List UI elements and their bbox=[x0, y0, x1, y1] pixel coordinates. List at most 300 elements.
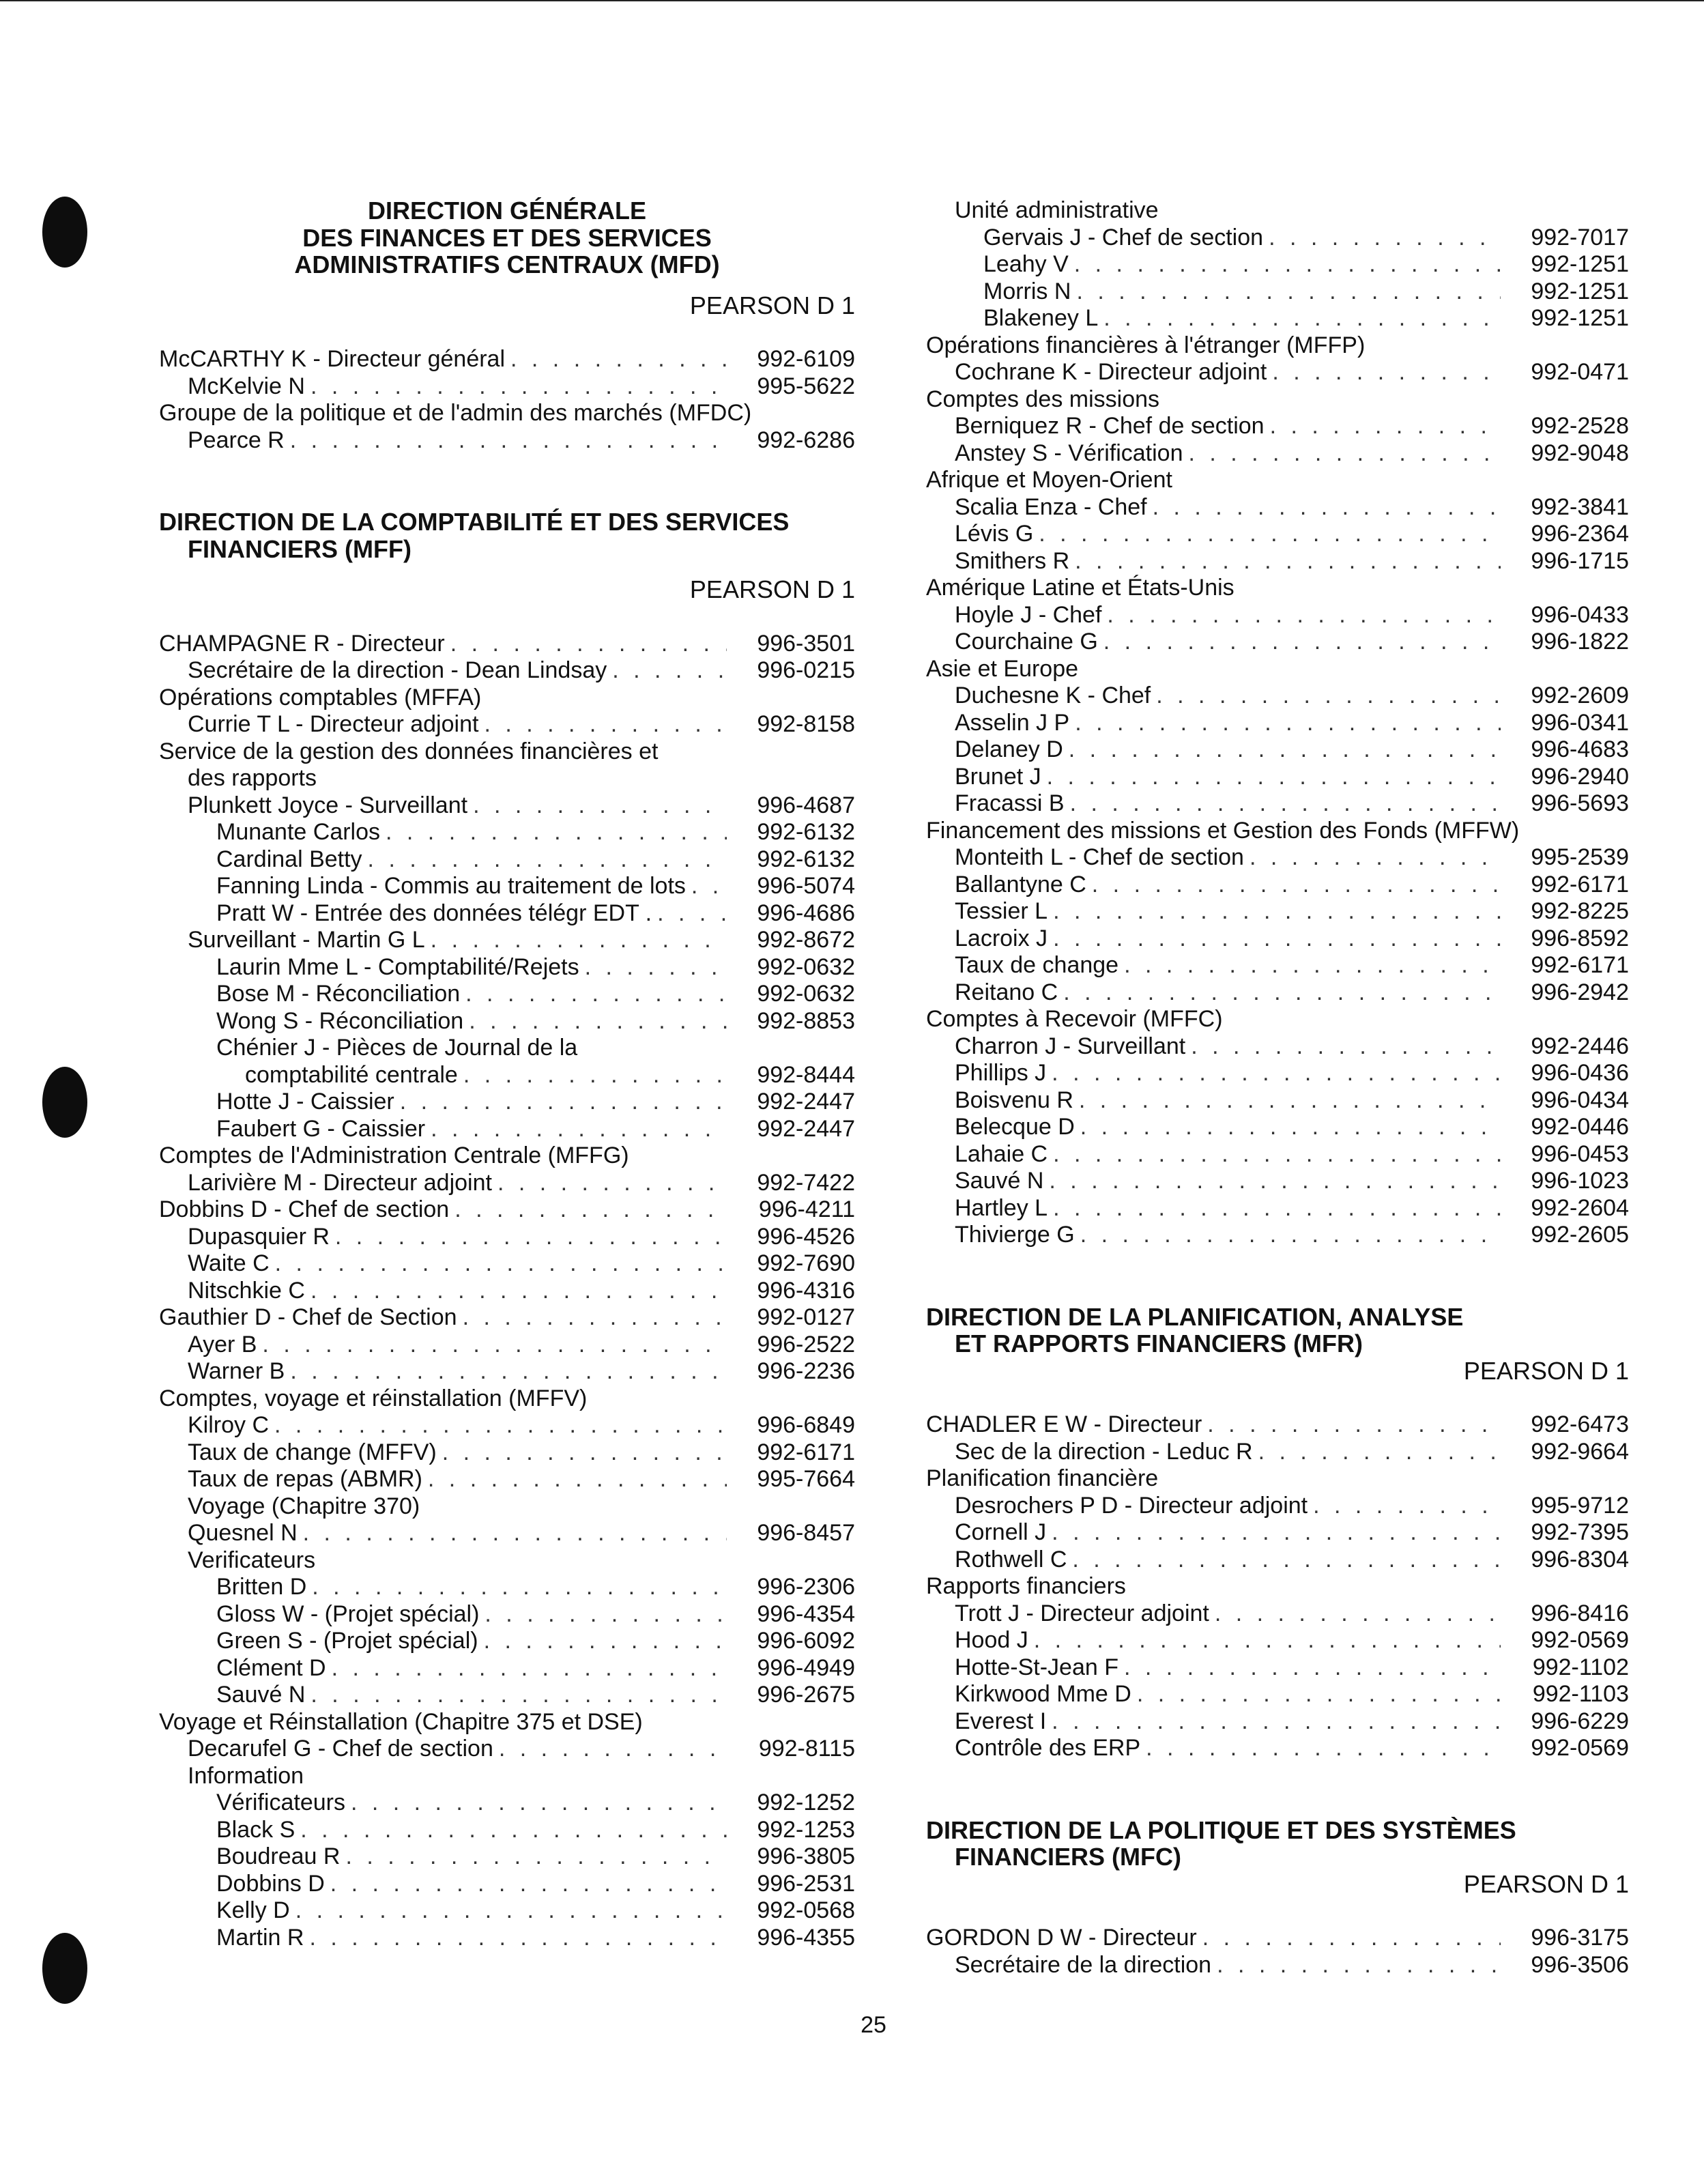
entry-label: Ayer B bbox=[188, 1331, 257, 1357]
entry-label: Cornell J bbox=[955, 1519, 1047, 1545]
entry-phone: 996-8304 bbox=[1531, 1546, 1629, 1572]
entry-phone: 992-6473 bbox=[1531, 1411, 1629, 1437]
entry-label: Laurin Mme L - Comptabilité/Rejets bbox=[216, 953, 579, 980]
entry-phone: 992-1102 bbox=[1532, 1654, 1629, 1680]
entry-label: Currie T L - Directeur adjoint bbox=[188, 711, 479, 737]
entry-phone: 992-8158 bbox=[757, 711, 855, 737]
directory-entry bbox=[159, 1790, 855, 1817]
entry-phone: 996-0434 bbox=[1531, 1087, 1629, 1113]
entry-label: Quesnel N bbox=[188, 1520, 298, 1546]
directory-entry bbox=[159, 657, 855, 685]
directory-entry bbox=[159, 685, 855, 712]
dot-leader bbox=[1207, 1411, 1501, 1439]
directory-entry bbox=[159, 1897, 855, 1925]
entry-phone: 992-0127 bbox=[757, 1304, 855, 1330]
entry-label: Amérique Latine et États-Unis bbox=[926, 575, 1234, 601]
dot-leader bbox=[612, 657, 727, 685]
entry-phone: 995-9712 bbox=[1531, 1492, 1629, 1519]
dot-leader bbox=[499, 1736, 727, 1763]
directory-entry bbox=[926, 1493, 1629, 1520]
entry-label: Groupe de la politique et de l'admin des marchés (MFDC) bbox=[159, 400, 752, 426]
directory-entry bbox=[926, 979, 1629, 1007]
section-title-line: ADMINISTRATIFS CENTRAUX (MFD) bbox=[294, 250, 720, 278]
entry-phone: 992-6132 bbox=[757, 846, 855, 872]
entry-phone: 995-5622 bbox=[757, 373, 855, 399]
directory-entry bbox=[926, 548, 1629, 575]
room-location: PEARSON D 1 bbox=[1463, 1869, 1629, 1898]
directory-entry bbox=[926, 1925, 1629, 1952]
entry-phone: 992-8672 bbox=[757, 927, 855, 953]
directory-entry bbox=[926, 494, 1629, 521]
entry-phone: 992-1251 bbox=[1531, 251, 1629, 277]
directory-entry bbox=[926, 764, 1629, 791]
entry-label: Afrique et Moyen-Orient bbox=[926, 467, 1172, 493]
directory-entry bbox=[926, 225, 1629, 252]
entry-label: Cardinal Betty bbox=[216, 846, 362, 872]
entry-label: Lévis G bbox=[955, 521, 1034, 547]
entry-label: Plunkett Joyce - Surveillant bbox=[188, 792, 468, 818]
directory-entry bbox=[926, 1600, 1629, 1628]
entry-phone: 996-0436 bbox=[1531, 1060, 1629, 1086]
dot-leader bbox=[431, 1116, 727, 1143]
directory-entry bbox=[159, 900, 855, 928]
entry-phone: 996-2364 bbox=[1531, 521, 1629, 547]
entry-label: Asie et Europe bbox=[926, 655, 1079, 682]
section-title-line: ET RAPPORTS FINANCIERS (MFR) bbox=[955, 1330, 1363, 1357]
entry-phone: 992-6171 bbox=[1531, 871, 1629, 897]
entry-phone: 996-2531 bbox=[757, 1870, 855, 1897]
entry-label: Leahy V bbox=[983, 251, 1069, 277]
entry-label: Gauthier D - Chef de Section bbox=[159, 1304, 457, 1330]
entry-label: Sec de la direction - Leduc R bbox=[955, 1438, 1253, 1465]
dot-leader bbox=[332, 1655, 727, 1682]
dot-leader bbox=[1250, 844, 1501, 872]
entry-phone: 996-2306 bbox=[757, 1574, 855, 1600]
dot-leader bbox=[311, 1278, 727, 1305]
entry-label: Secrétaire de la direction - Dean Lindsay bbox=[188, 657, 607, 683]
right-column bbox=[926, 197, 1629, 1979]
entry-label: Britten D bbox=[216, 1574, 307, 1600]
entry-label: Comptes des missions bbox=[926, 386, 1160, 412]
entry-phone: 992-2604 bbox=[1531, 1194, 1629, 1221]
dot-leader bbox=[386, 819, 727, 846]
directory-entry bbox=[926, 521, 1629, 548]
section-title-line: DIRECTION DE LA PLANIFICATION, ANALYSE bbox=[926, 1302, 1464, 1331]
entry-label: Rapports financiers bbox=[926, 1573, 1126, 1599]
entry-phone: 996-4526 bbox=[757, 1223, 855, 1250]
entry-phone: 992-0632 bbox=[757, 953, 855, 980]
directory-entry bbox=[926, 1519, 1629, 1547]
dot-leader bbox=[1072, 1547, 1501, 1574]
directory-list bbox=[926, 197, 1629, 1249]
entry-label: Asselin J P bbox=[955, 709, 1070, 736]
dot-leader bbox=[1076, 278, 1501, 306]
directory-entry bbox=[159, 738, 855, 766]
entry-phone: 992-9664 bbox=[1531, 1438, 1629, 1465]
entry-label: Pearce R bbox=[188, 427, 285, 453]
directory-entry bbox=[159, 1116, 855, 1143]
directory-entry bbox=[159, 1196, 855, 1224]
entry-label: Blakeney L bbox=[983, 305, 1099, 331]
directory-entry bbox=[159, 873, 855, 900]
entry-phone: 992-0569 bbox=[1531, 1627, 1629, 1653]
entry-phone: 996-0433 bbox=[1531, 601, 1629, 628]
dot-leader bbox=[1215, 1600, 1501, 1628]
entry-label: McCARTHY K - Directeur général bbox=[159, 346, 506, 372]
entry-label: Hood J bbox=[955, 1627, 1028, 1653]
dot-leader bbox=[309, 1925, 727, 1952]
entry-label: Hartley L bbox=[955, 1194, 1048, 1221]
dot-leader bbox=[1103, 629, 1501, 656]
dot-leader bbox=[368, 846, 727, 874]
directory-entry bbox=[926, 1465, 1629, 1493]
entry-label: Opérations comptables (MFFA) bbox=[159, 684, 482, 710]
dot-leader bbox=[345, 1843, 727, 1871]
entry-phone: 992-0632 bbox=[757, 981, 855, 1007]
directory-entry bbox=[159, 1224, 855, 1251]
directory-entry bbox=[926, 1708, 1629, 1736]
entry-label: Unité administrative bbox=[955, 197, 1159, 223]
section-title-line: DES FINANCES ET DES SERVICES bbox=[302, 223, 712, 252]
dot-leader bbox=[1269, 225, 1501, 252]
entry-label: Boisvenu R bbox=[955, 1087, 1073, 1113]
entry-label: Phillips J bbox=[955, 1060, 1047, 1086]
directory-entry bbox=[926, 575, 1629, 602]
dot-leader bbox=[1092, 872, 1501, 899]
directory-entry bbox=[926, 1735, 1629, 1762]
entry-label: Gervais J - Chef de section bbox=[983, 224, 1264, 250]
entry-phone: 992-8853 bbox=[757, 1007, 855, 1034]
entry-label: Service de la gestion des données financières et bbox=[159, 738, 659, 764]
entry-phone: 996-3506 bbox=[1531, 1951, 1629, 1978]
entry-phone: 992-6171 bbox=[1531, 952, 1629, 978]
directory-entry bbox=[926, 197, 1629, 225]
dot-leader bbox=[442, 1439, 727, 1467]
directory-entry bbox=[159, 765, 855, 792]
directory-entry bbox=[159, 1439, 855, 1467]
directory-entry bbox=[159, 1170, 855, 1197]
entry-phone: 992-0569 bbox=[1531, 1735, 1629, 1761]
directory-entry bbox=[926, 818, 1629, 845]
dot-leader bbox=[428, 1466, 727, 1493]
entry-label: Everest I bbox=[955, 1708, 1047, 1734]
directory-entry bbox=[926, 1411, 1629, 1439]
dot-leader bbox=[1075, 548, 1501, 575]
directory-entry bbox=[159, 1278, 855, 1305]
dot-leader bbox=[1191, 1033, 1501, 1061]
directory-entry bbox=[926, 1627, 1629, 1654]
entry-label: Taux de repas (ABMR) bbox=[188, 1466, 422, 1492]
directory-entry bbox=[159, 1871, 855, 1898]
dot-leader bbox=[1258, 1439, 1501, 1466]
entry-label: Comptes de l'Administration Centrale (MFFG) bbox=[159, 1143, 629, 1168]
left-column bbox=[159, 197, 855, 1951]
dot-leader bbox=[463, 1062, 727, 1089]
section-mfd bbox=[159, 197, 855, 454]
directory-entry bbox=[926, 1547, 1629, 1574]
directory-entry bbox=[159, 346, 855, 373]
directory-entry bbox=[159, 1008, 855, 1035]
entry-label: Waite C bbox=[188, 1250, 270, 1276]
section-mfc bbox=[926, 1817, 1629, 1979]
entry-phone: 996-2940 bbox=[1531, 763, 1629, 790]
entry-label: Duchesne K - Chef bbox=[955, 682, 1151, 708]
entry-label: Smithers R bbox=[955, 547, 1070, 574]
entry-label: Voyage et Réinstallation (Chapitre 375 et DSE) bbox=[159, 1708, 643, 1735]
dot-leader bbox=[1079, 1087, 1501, 1115]
entry-label: Courchaine G bbox=[955, 629, 1098, 655]
entry-label: Decarufel G - Chef de section bbox=[188, 1736, 493, 1762]
entry-label: Pratt W - Entrée des données télégr EDT . bbox=[216, 900, 652, 926]
entry-phone: 992-2447 bbox=[757, 1115, 855, 1142]
dot-leader bbox=[290, 1358, 727, 1385]
entry-phone: 992-2528 bbox=[1531, 413, 1629, 439]
directory-entry bbox=[926, 682, 1629, 710]
directory-entry bbox=[926, 305, 1629, 332]
entry-phone: 992-1252 bbox=[757, 1790, 855, 1815]
entry-phone: 996-4949 bbox=[757, 1654, 855, 1681]
dot-leader bbox=[585, 954, 727, 981]
entry-label: Contrôle des ERP bbox=[955, 1735, 1141, 1761]
entry-label: Comptes à Recevoir (MFFC) bbox=[926, 1006, 1223, 1032]
entry-label: Comptes, voyage et réinstallation (MFFV) bbox=[159, 1385, 588, 1411]
entry-phone: 996-4683 bbox=[1531, 736, 1629, 762]
directory-entry bbox=[159, 1925, 855, 1952]
dot-leader bbox=[274, 1412, 727, 1439]
dot-leader bbox=[311, 373, 727, 401]
entry-label: Taux de change (MFFV) bbox=[188, 1439, 437, 1465]
dot-leader bbox=[1052, 1060, 1501, 1087]
entry-label: Sauvé N bbox=[955, 1168, 1044, 1194]
entry-label: Thivierge G bbox=[955, 1222, 1075, 1248]
dot-leader bbox=[1075, 710, 1501, 737]
entry-label: comptabilité centrale bbox=[245, 1061, 458, 1088]
directory-entry bbox=[926, 872, 1629, 899]
dot-leader bbox=[335, 1224, 727, 1251]
directory-entry bbox=[926, 602, 1629, 629]
entry-label: Hotte-St-Jean F bbox=[955, 1654, 1118, 1680]
entry-label: Taux de change bbox=[955, 952, 1119, 978]
entry-label: Tessier L bbox=[955, 898, 1048, 924]
entry-label: Faubert G - Caissier bbox=[216, 1115, 426, 1142]
directory-entry bbox=[926, 278, 1629, 306]
dot-leader bbox=[1124, 952, 1501, 979]
entry-label: Berniquez R - Chef de section bbox=[955, 413, 1265, 439]
dot-leader bbox=[275, 1250, 727, 1278]
entry-phone: 992-6132 bbox=[757, 819, 855, 845]
directory-entry bbox=[159, 1143, 855, 1170]
directory-entry bbox=[159, 1332, 855, 1359]
dot-leader bbox=[473, 792, 727, 820]
directory-entry bbox=[159, 1628, 855, 1655]
entry-phone: 992-8444 bbox=[757, 1061, 855, 1088]
entry-phone: 996-3175 bbox=[1531, 1925, 1629, 1951]
directory-entry bbox=[159, 1358, 855, 1385]
directory-entry bbox=[926, 656, 1629, 683]
entry-label: Green S - (Projet spécial) bbox=[216, 1628, 478, 1654]
dot-leader bbox=[485, 1601, 727, 1628]
entry-phone: 996-4316 bbox=[757, 1277, 855, 1304]
entry-label: Voyage (Chapitre 370) bbox=[188, 1493, 420, 1519]
entry-label: Reitano C bbox=[955, 979, 1058, 1005]
entry-phone: 992-1251 bbox=[1531, 305, 1629, 331]
entry-label: Warner B bbox=[188, 1358, 285, 1384]
dot-leader bbox=[1049, 1168, 1501, 1195]
entry-label: Delaney D bbox=[955, 736, 1063, 762]
entry-label: Monteith L - Chef de section bbox=[955, 844, 1244, 870]
entry-phone: 995-2539 bbox=[1531, 844, 1629, 870]
directory-entry bbox=[926, 629, 1629, 656]
dot-leader bbox=[1053, 1141, 1501, 1168]
directory-entry bbox=[159, 373, 855, 401]
dot-leader bbox=[262, 1332, 727, 1359]
dot-leader bbox=[657, 900, 727, 928]
entry-phone: 996-2942 bbox=[1531, 979, 1629, 1005]
section-title-line: DIRECTION GÉNÉRALE bbox=[367, 197, 647, 225]
dot-leader bbox=[1053, 898, 1501, 925]
entry-phone: 996-6849 bbox=[757, 1412, 855, 1438]
entry-label: des rapports bbox=[188, 765, 317, 791]
dot-leader bbox=[1053, 1195, 1501, 1222]
directory-entry bbox=[926, 359, 1629, 386]
directory-entry bbox=[159, 1601, 855, 1628]
directory-entry bbox=[159, 1035, 855, 1062]
dot-leader bbox=[469, 1008, 727, 1035]
entry-phone: 992-0446 bbox=[1531, 1114, 1629, 1140]
entry-label: Kelly D bbox=[216, 1897, 290, 1923]
entry-phone: 992-8225 bbox=[1531, 898, 1629, 924]
entry-phone: 996-8416 bbox=[1531, 1600, 1629, 1626]
entry-label: Dupasquier R bbox=[188, 1223, 330, 1250]
directory-entry bbox=[159, 1709, 855, 1736]
entry-phone: 992-7690 bbox=[757, 1250, 855, 1276]
directory-entry bbox=[926, 1060, 1629, 1087]
directory-entry bbox=[926, 332, 1629, 360]
directory-entry bbox=[159, 427, 855, 455]
dot-leader bbox=[484, 711, 727, 738]
dot-leader bbox=[1080, 1222, 1501, 1249]
dot-leader bbox=[484, 1628, 727, 1655]
directory-entry bbox=[926, 790, 1629, 818]
entry-phone: 996-1023 bbox=[1531, 1168, 1629, 1194]
directory-entry bbox=[926, 251, 1629, 278]
dot-leader bbox=[691, 873, 727, 900]
directory-entry bbox=[159, 1089, 855, 1116]
directory-list bbox=[159, 631, 855, 1952]
entry-label: Kirkwood Mme D bbox=[955, 1681, 1131, 1707]
entry-label: Ballantyne C bbox=[955, 871, 1086, 897]
entry-phone: 992-1103 bbox=[1532, 1681, 1629, 1707]
directory-entry bbox=[159, 792, 855, 820]
directory-entry bbox=[159, 1655, 855, 1682]
entry-phone: 996-1715 bbox=[1531, 547, 1629, 574]
directory-entry bbox=[926, 1168, 1629, 1195]
directory-entry bbox=[926, 1087, 1629, 1115]
dot-leader bbox=[1107, 602, 1501, 629]
entry-label: Opérations financières à l'étranger (MFFP) bbox=[926, 332, 1366, 358]
entry-label: Trott J - Directeur adjoint bbox=[955, 1600, 1209, 1626]
dot-leader bbox=[1153, 494, 1501, 521]
dot-leader bbox=[1034, 1627, 1501, 1654]
directory-entry bbox=[159, 1304, 855, 1332]
entry-phone: 996-2675 bbox=[757, 1682, 855, 1708]
entry-phone: 996-4211 bbox=[758, 1196, 855, 1222]
entry-label: McKelvie N bbox=[188, 373, 305, 399]
entry-phone: 992-8115 bbox=[758, 1736, 855, 1762]
entry-label: Rothwell C bbox=[955, 1546, 1067, 1572]
entry-label: Martin R bbox=[216, 1924, 304, 1951]
entry-label: Black S bbox=[216, 1816, 295, 1843]
dot-leader bbox=[330, 1871, 727, 1898]
directory-entry bbox=[926, 1006, 1629, 1033]
directory-entry bbox=[159, 711, 855, 738]
directory-entry bbox=[159, 1520, 855, 1547]
entry-phone: 992-1251 bbox=[1531, 278, 1629, 304]
entry-phone: 992-9048 bbox=[1531, 440, 1629, 466]
dot-leader bbox=[1074, 251, 1501, 278]
dot-leader bbox=[1053, 925, 1501, 953]
dot-leader bbox=[1313, 1493, 1501, 1520]
entry-label: Munante Carlos bbox=[216, 819, 381, 845]
entry-phone: 992-6171 bbox=[757, 1439, 855, 1465]
entry-phone: 992-7395 bbox=[1531, 1519, 1629, 1545]
directory-entry bbox=[926, 1114, 1629, 1141]
entry-phone: 992-0471 bbox=[1531, 359, 1629, 385]
entry-phone: 992-7422 bbox=[757, 1169, 855, 1196]
entry-label: Brunet J bbox=[955, 763, 1041, 790]
dot-leader bbox=[465, 981, 727, 1008]
dot-leader bbox=[1069, 736, 1501, 764]
directory-entry bbox=[926, 1222, 1629, 1249]
directory-entry bbox=[159, 631, 855, 658]
entry-phone: 992-2605 bbox=[1531, 1222, 1629, 1248]
section-mff-continued bbox=[926, 197, 1629, 1249]
entry-label: GORDON D W - Directeur bbox=[926, 1925, 1197, 1951]
dot-leader bbox=[1103, 305, 1501, 332]
room-location: PEARSON D 1 bbox=[1463, 1356, 1629, 1385]
section-mff bbox=[159, 508, 855, 1951]
directory-entry bbox=[159, 981, 855, 1008]
entry-phone: 996-2522 bbox=[757, 1331, 855, 1357]
entry-phone: 996-0453 bbox=[1531, 1140, 1629, 1167]
directory-entry bbox=[159, 400, 855, 427]
room-location: PEARSON D 1 bbox=[689, 575, 855, 603]
entry-label: Secrétaire de la direction bbox=[955, 1951, 1212, 1978]
directory-entry bbox=[159, 1493, 855, 1521]
directory-entry bbox=[159, 1547, 855, 1575]
directory-entry bbox=[926, 1033, 1629, 1061]
entry-phone: 996-5693 bbox=[1531, 790, 1629, 816]
entry-label: Gloss W - (Projet spécial) bbox=[216, 1600, 480, 1627]
dot-leader bbox=[1080, 1114, 1501, 1141]
entry-label: Verificateurs bbox=[188, 1547, 316, 1573]
entry-label: Kilroy C bbox=[188, 1412, 270, 1438]
directory-entry bbox=[926, 1654, 1629, 1682]
entry-label: Anstey S - Vérification bbox=[955, 440, 1183, 466]
punch-hole-top bbox=[42, 197, 87, 268]
entry-label: Morris N bbox=[983, 278, 1071, 304]
entry-phone: 996-3501 bbox=[757, 630, 855, 657]
directory-entry bbox=[926, 467, 1629, 494]
entry-phone: 992-2447 bbox=[757, 1089, 855, 1115]
directory-entry bbox=[159, 1412, 855, 1439]
directory-list bbox=[159, 346, 855, 454]
entry-label: Fanning Linda - Commis au traitement de lots bbox=[216, 873, 686, 899]
entry-label: Cochrane K - Directeur adjoint bbox=[955, 359, 1267, 385]
entry-label: Dobbins D bbox=[216, 1870, 325, 1897]
entry-phone: 996-8592 bbox=[1531, 925, 1629, 951]
entry-label: Wong S - Réconciliation bbox=[216, 1007, 464, 1034]
